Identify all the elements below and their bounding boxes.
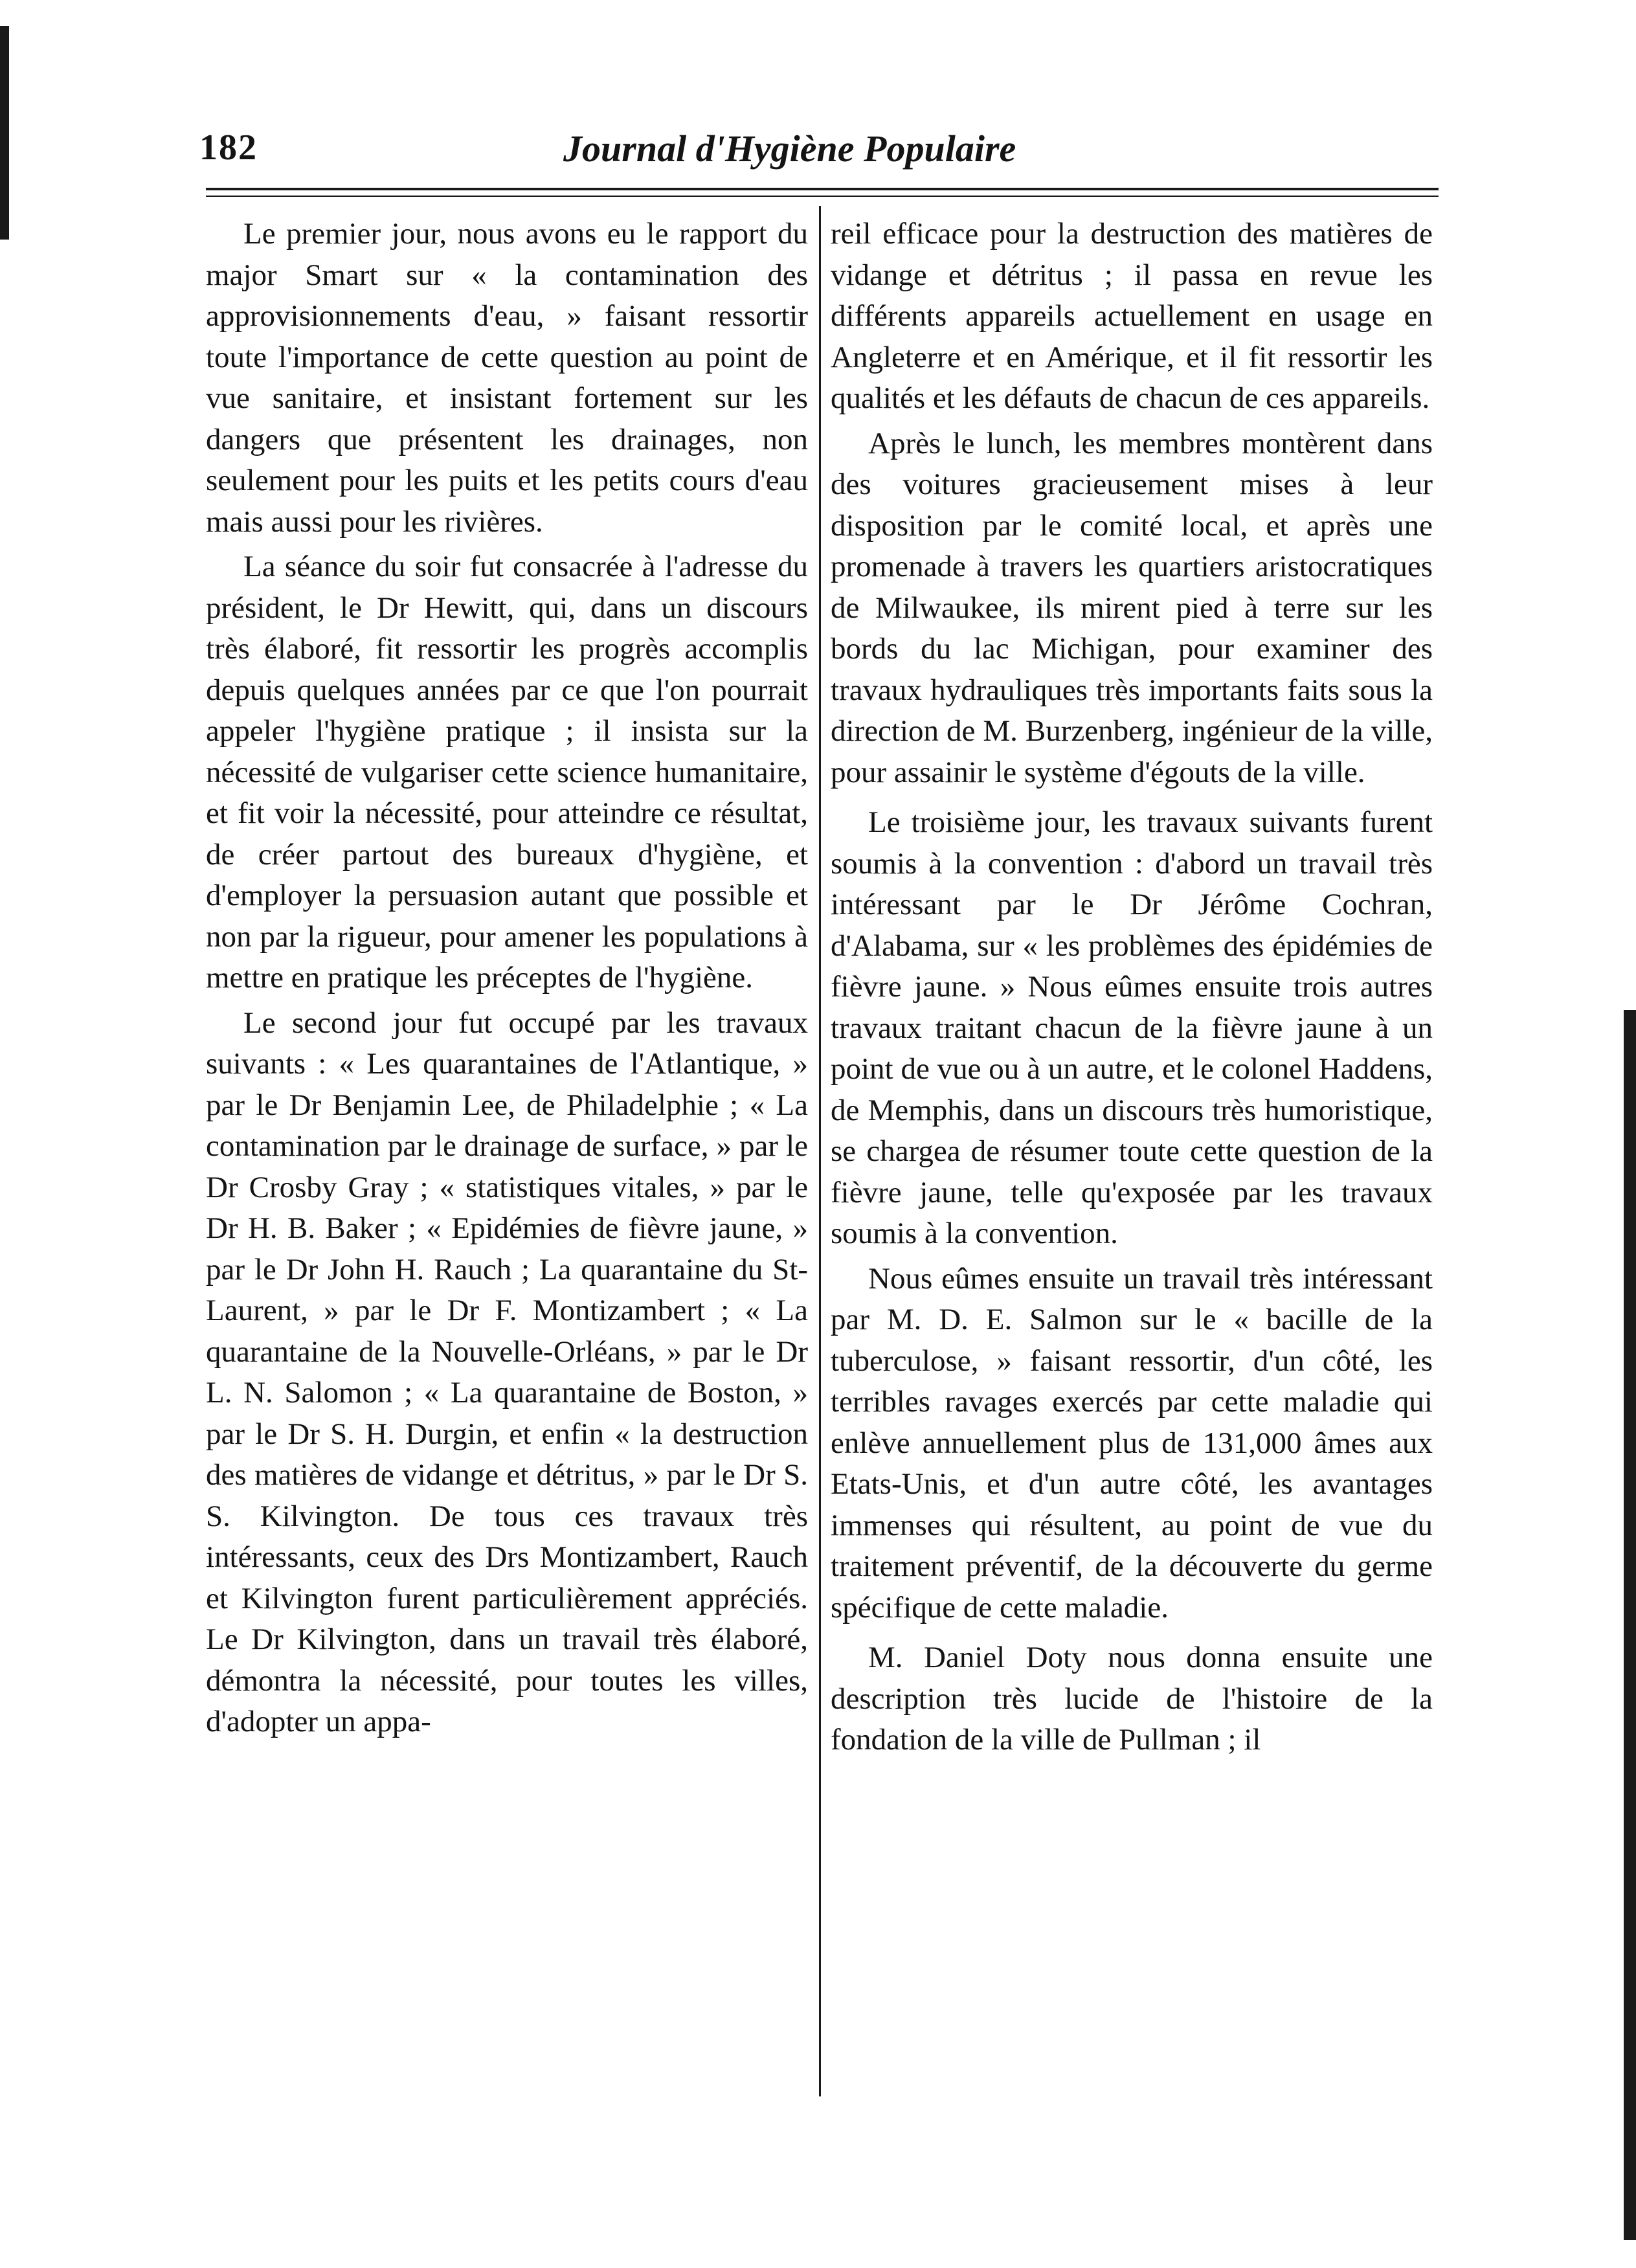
paragraph: Le troisième jour, les travaux suivants furent soumis à la convention : d'abord un travail très intéressant par le Dr Jérôme Cochran, d'Alabama, sur « les problèmes des épidémies de fièvre jaune. » Nous eûmes ensuite trois autres travaux traitant chacun de la fièvre jaune à un point de vue ou à un autre, et le colonel Haddens, de Memphis, dans un discours très humoristique, se chargea de résumer toute cette question de la fièvre jaune, telle qu'exposée par les travaux soumis à la convention. [831, 805, 1433, 1250]
page-number: 182 [199, 128, 258, 168]
column-divider [819, 206, 821, 2096]
left-column [206, 214, 808, 1743]
paragraph: Nous eûmes ensuite un travail très intéressant par M. D. E. Salmon sur le « bacille de la tuberculose, » faisant ressortir, d'un côté, les terribles ravages exercés par cette maladie qui enlève annuellement plus de 131,000 âmes aux Etats-Unis, et d'un autre côté, les avantages immenses qui résultent, au point de vue du traitement préventif, de la découverte du germe spécifique de cette maladie. [831, 1261, 1433, 1624]
scan-edge-left [0, 26, 9, 240]
paragraph: reil efficace pour la destruction des matières de vidange et détritus ; il passa en revue les différents appareils actuellement en usage en Angleterre et en Amérique, et il fit ressortir les qualités et les défauts de chacun de ces appareils. [831, 217, 1433, 415]
paragraph: M. Daniel Doty nous donna ensuite une description très lucide de l'histoire de la fondation de la ville de Pullman ; il [831, 1641, 1433, 1757]
header-rule-thin [206, 196, 1439, 197]
scan-edge-right [1624, 1010, 1636, 2240]
paragraph: Le second jour fut occupé par les travaux suivants : « Les quarantaines de l'Atlantique, » par le Dr Benjamin Lee, de Philadelphie ; « La contamination par le drainage de surface, » par le Dr Crosby Gray ; « statistiques vitales, » par le Dr H. B. Baker ; « Epidémies de fièvre jaune, » par le Dr John H. Rauch ; La quarantaine du St-Laurent, » par le Dr F. Montizambert ; « La quarantaine de la Nouvelle-Orléans, » par le Dr L. N. Salomon ; « La quarantaine de Boston, » par le Dr S. H. Durgin, et enfin « la destruction des matières de vidange et détritus, » par le Dr S. S. Kilvington. De tous ces travaux très intéressants, ceux des Drs Montizambert, Rauch et Kilvington furent particulièrement appréciés. Le Dr Kilvington, dans un travail très élaboré, démontra la nécessité, pour toutes les villes, d'adopter un appa- [206, 1005, 808, 1738]
header-rule [206, 188, 1439, 190]
paragraph: Le premier jour, nous avons eu le rapport du major Smart sur « la contamination des approvisionnements d'eau, » faisant ressortir toute l'importance de cette question au point de vue sanitaire, et insistant fortement sur les dangers que présentent les drainages, non seulement pour les puits et les petits cours d'eau mais aussi pour les rivières. [206, 217, 808, 539]
right-column [831, 214, 1433, 1761]
paragraph: Après le lunch, les membres montèrent dans des voitures gracieusement mises à leur disposition par le comité local, et après une promenade à travers les quartiers aristocratiques de Milwaukee, ils mirent pied à terre sur les bords du lac Michigan, pour examiner des travaux hydrauliques très importants faits sous la direction de M. Burzenberg, ingénieur de la ville, pour assainir le système d'égouts de la ville. [831, 426, 1433, 789]
running-head: Journal d'Hygiène Populaire [563, 128, 1016, 170]
paragraph: La séance du soir fut consacrée à l'adresse du président, le Dr Hewitt, qui, dans un discours très élaboré, fit ressortir les progrès accomplis depuis quelques années par ce que l'on pourrait appeler l'hygiène pratique ; il insista sur la nécessité de vulgariser cette science humanitaire, et fit voir la nécessité, pour atteindre ce résultat, de créer partout des bureaux d'hygiène, et d'employer la persuasion autant que possible et non par la rigueur, pour amener les populations à mettre en pratique les préceptes de l'hygiène. [206, 550, 808, 994]
